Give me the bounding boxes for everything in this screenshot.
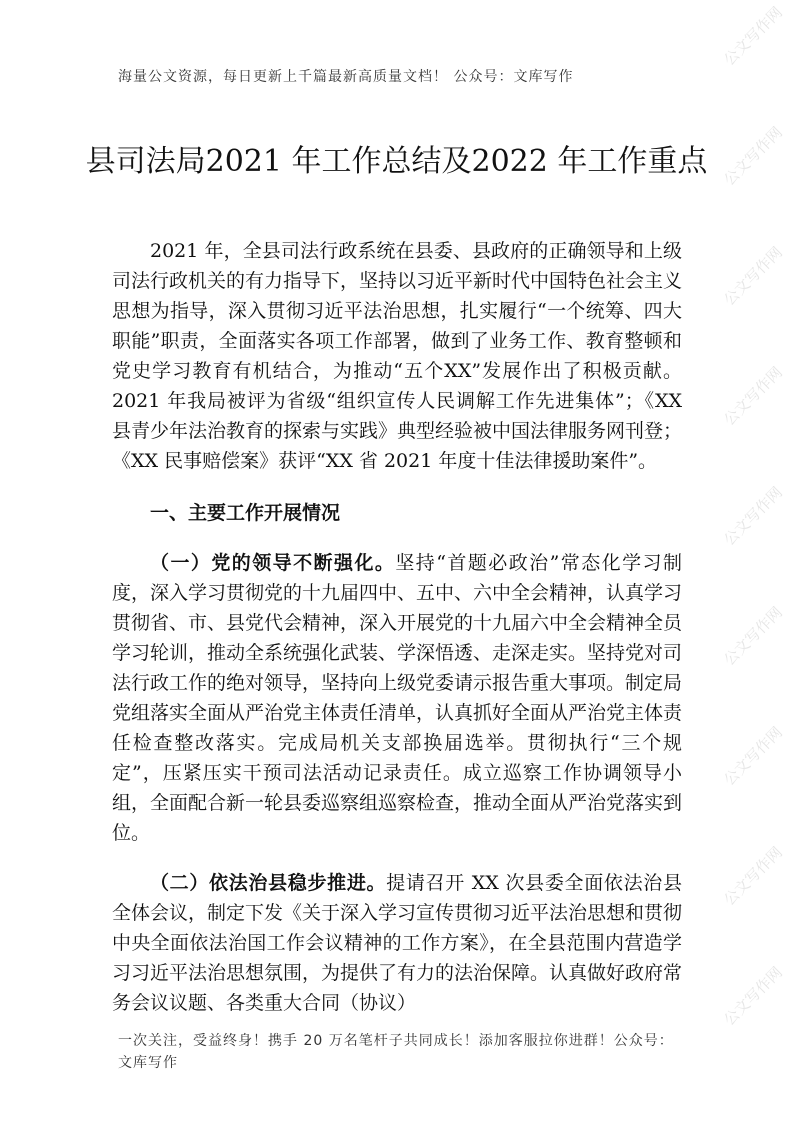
section-heading: 一、主要工作开展情况: [150, 502, 341, 524]
watermark: 公文写作网: [720, 843, 786, 910]
watermark: 公文写作网: [720, 603, 786, 670]
item-lead: （二）依法治县稳步推进。: [150, 872, 387, 894]
footer-note: 一次关注，受益终身！携手 20 万名笔杆子共同成长！添加客服拉你进群！公众号：文库写作: [118, 1033, 674, 1071]
watermark: 公文写作网: [720, 363, 786, 430]
item-paragraph: [112, 868, 682, 1018]
item-text: 提请召开 XX 次县委全面依法治县全体会议，制定下发《关于深入学习宣传贯彻习近平法治思想和贯彻中央全面依法治国工作会议精神的工作方案》，在全县范围内营造学习习近平法治思想氛围，为提供了有力的法治保障。认真做好政府常务会议议题、各类重大合同（协议）: [112, 872, 683, 1014]
item-lead: （一）党的领导不断强化。: [150, 552, 396, 574]
watermark: 公文写作网: [720, 123, 786, 190]
watermark: 公文写作网: [720, 963, 786, 1030]
document-title: 县司法局2021 年工作总结及2022 年工作重点: [85, 144, 708, 179]
item-text: 坚持“首题必政治”常态化学习制度，深入学习贯彻党的十九届四中、五中、六中全会精神，认真学习贯彻省、市、县党代会精神，深入开展党的十九届六中全会精神全员学习轮训，推动全系统强化武装、学深悟透、走深走实。坚持党对司法行政工作的绝对领导，坚持向上级党委请示报告重大事项。制定局党组落实全面从严治党主体责任清单，认真抓好全面从严治党主体责任检查整改落实。完成局机关支部换届选举。贯彻执行“三个规定”，压紧压实干预司法活动记录责任。成立巡察工作协调领导小组，全面配合新一轮县委巡察组巡察检查，推动全面从严治党落实到位。: [112, 552, 683, 844]
item-paragraph: [112, 548, 682, 848]
watermark: 公文写作网: [720, 723, 786, 790]
header-note: 海量公文资源，每日更新上千篇最新高质量文档！ 公众号：文库写作: [118, 69, 574, 85]
watermark: 公文写作网: [720, 483, 786, 550]
watermark: 公文写作网: [720, 3, 786, 70]
intro-paragraph: 2021 年，全县司法行政系统在县委、县政府的正确领导和上级司法行政机关的有力指导下，坚持以习近平新时代中国特色社会主义思想为指导，深入贯彻习近平法治思想，扎实履行“一个统筹、四大职能”职责，全面落实各项工作部署，做到了业务工作、教育整顿和党史学习教育有机结合，为推动“五个XX”发展作出了积极贡献。2021 年我局被评为省级“组织宣传人民调解工作先进集体”；《XX 县青少年法治教育的探索与实践》典型经验被中国法律服务网刊登；《XX 民事赔偿案》获评“XX 省 2021 年度十佳法律援助案件”。: [112, 240, 683, 472]
document-body: [112, 236, 682, 1018]
watermark: 公文写作网: [720, 243, 786, 310]
